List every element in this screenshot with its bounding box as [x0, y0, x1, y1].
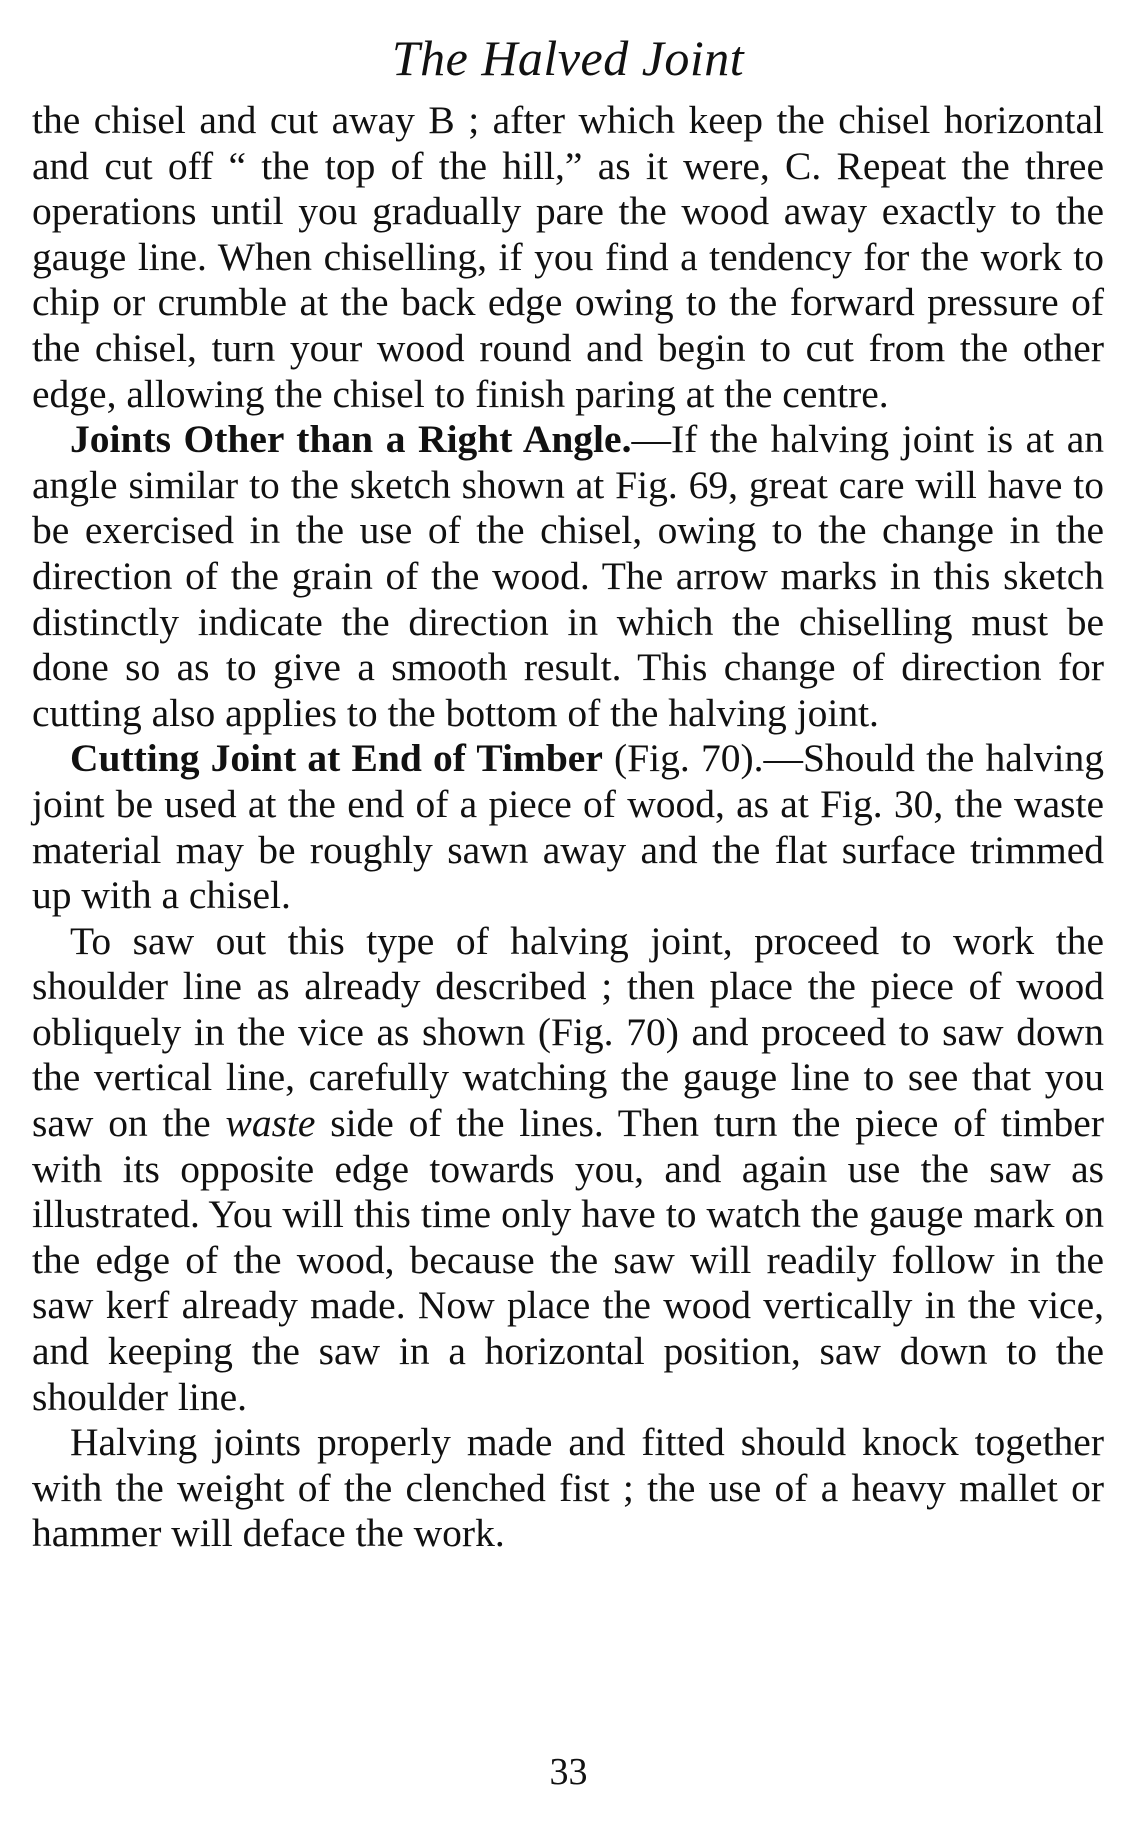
paragraph-1-text: the chisel and cut away B ; after which keep the chisel horizontal and cut off “ the top of the hill,” as it were, C. Repeat the three operations until you gradually pare the wood away exactly to the gauge line. When chiselling, if you find a tendency for the work to chip or crumble at the back edge owing to the forward pressure of the chisel, turn your wood round and begin to cut from the other edge, allowing the chisel to finish paring at the centre.	[32, 98, 1104, 416]
emphasis-waste: waste	[225, 1101, 316, 1146]
paragraph-3-text: (Fig. 70).—Should the halving joint be used at the end of a piece of wood, as at Fig. 30, the waste material may be roughly sawn away and the flat surface trimmed up with a chisel.	[32, 736, 1104, 918]
running-head: The Halved Joint	[391, 30, 745, 86]
section-heading-joints-other-than-right-angle: Joints Other than a Right Angle.	[70, 417, 632, 462]
paragraph-4-text-before: To saw out this type of halving joint, proceed to work the shoulder line as already described ; then place the piece of wood obliquely in the vice as shown (Fig. 70) and proceed to saw down the vertical line, carefully watching the gauge line to see that you saw on the	[32, 918, 1104, 1146]
paragraph-4-text-after: side of the lines. Then turn the piece of timber with its opposite edge towards you, and again use the saw as illustrated. You will this time only have to watch the gauge mark on the edge of the wood, because the saw will readily follow in the saw kerf already made. Now place the wood vertically in the vice, and keeping the saw in a horizontal position, saw down to the shoulder line.	[32, 1101, 1104, 1419]
paragraph-2-text: —If the halving joint is at an angle similar to the sketch shown at Fig. 69, great care will have to be exercised in the use of the chisel, owing to the change in the direction of the grain of the wood. The arrow marks in this sketch distinctly indicate the direction in which the chiselling must be done so as to give a smooth result. This change of direction for cutting also applies to the bottom of the halving joint.	[32, 417, 1104, 735]
section-heading-cutting-joint-at-end: Cutting Joint at End of Timber	[70, 736, 603, 781]
paragraph-5	[32, 1420, 1104, 1557]
paragraph-4	[32, 919, 1104, 1421]
paragraph-5-text: Halving joints properly made and fitted should knock together with the weight of the clenched fist ; the use of a heavy mallet or hammer will deface the work.	[32, 1420, 1104, 1556]
book-page	[32, 28, 1104, 1557]
paragraph-3	[32, 736, 1104, 918]
paragraph-2	[32, 417, 1104, 736]
page-number: 33	[549, 1751, 588, 1793]
paragraph-1	[32, 98, 1104, 417]
